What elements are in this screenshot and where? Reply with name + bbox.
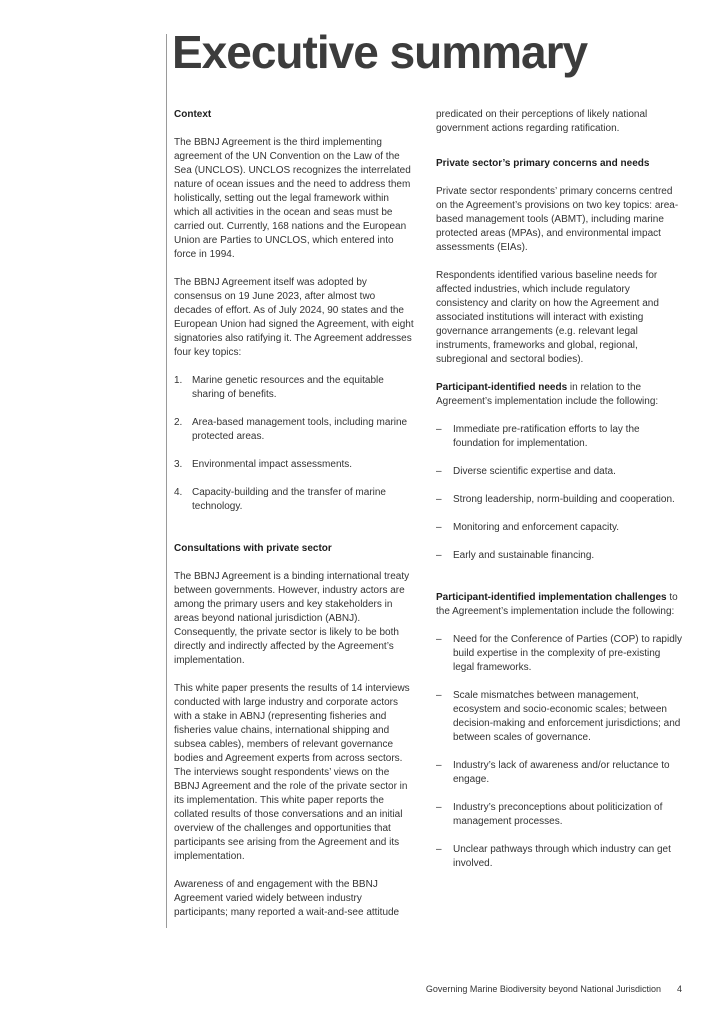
list-item: [436, 493, 684, 507]
left-column: [174, 108, 414, 920]
concerns-paragraph-1: Private sector respondents’ primary concerns centred on the Agreement’s provisions on two key topics: area-based management tools (ABMT), including marine protected areas (MPAs), and environmental impact assessments (EIAs).: [436, 186, 679, 253]
list-item: [174, 458, 414, 472]
list-text: Environmental impact assessments.: [192, 459, 353, 470]
right-column: [436, 108, 684, 871]
list-item: [436, 465, 684, 479]
list-number: 3.: [174, 459, 183, 470]
dash-bullet: –: [436, 844, 442, 855]
list-text: Capacity-building and the transfer of marine technology.: [192, 487, 386, 512]
context-paragraph-2: The BBNJ Agreement itself was adopted by consensus on 19 June 2023, after almost two decades of effort. As of July 2024, 90 states and the European Union had signed the Agreement, with eight signatories also ratifying it. The Agreement addresses four key topics:: [174, 277, 414, 358]
list-item: [436, 633, 684, 675]
context-heading: Context: [174, 109, 212, 120]
context-paragraph-1: The BBNJ Agreement is the third implementing agreement of the UN Convention on the Law of the Sea (UNCLOS). UNCLOS recognizes the interrelated nature of ocean issues and the need to address them holistically, setting out the legal framework within which all activities in the ocean and seas must be carried out. Currently, 168 nations and the European Union are Parties to UNCLOS, which entered into force in 1994.: [174, 137, 411, 260]
dash-bullet: –: [436, 802, 442, 813]
list-item: [436, 759, 684, 787]
continued-paragraph: predicated on their perceptions of likely national government actions regarding ratification.: [436, 109, 648, 134]
list-text: Diverse scientific expertise and data.: [453, 466, 616, 477]
vertical-rule: [166, 34, 167, 928]
list-text: Early and sustainable financing.: [453, 550, 595, 561]
list-text: Monitoring and enforcement capacity.: [453, 522, 620, 533]
dash-bullet: –: [436, 494, 442, 505]
consultations-paragraph-2: This white paper presents the results of 14 interviews conducted with large industry and corporate actors with a stake in ABNJ (representing fisheries and fisheries value chains, international shipping and subsea cables), members of relevant governance bodies and Agreement experts from across sectors. The interviews sought respondents’ views on the BBNJ Agreement and the role of the private sector in its implementation. This white paper reports the collated results of those conversations and an initial overview of the challenges and opportunities that participants see arising from the Agreement and its implementation.: [174, 683, 410, 862]
list-text: Industry’s preconceptions about politicization of management processes.: [453, 802, 663, 827]
footer-title: Governing Marine Biodiversity beyond National Jurisdiction: [425, 984, 661, 994]
list-text: Unclear pathways through which industry can get involved.: [453, 844, 671, 869]
list-number: 4.: [174, 487, 183, 498]
list-text: Scale mismatches between management, ecosystem and socio-economic scales; between decision-making and enforcement jurisdictions; and between scales of governance.: [453, 690, 681, 743]
concerns-heading: Private sector’s primary concerns and needs: [436, 158, 650, 169]
concerns-paragraph-2: Respondents identified various baseline needs for affected industries, which include regulatory consistency and clarity on how the Agreement and associated institutions will interact with existing governance arrangements (e.g. relevant legal instruments, frameworks and global, regional, subregional and sectoral bodies).: [436, 270, 659, 365]
list-text: Industry’s lack of awareness and/or reluctance to engage.: [453, 760, 670, 785]
dash-bullet: –: [436, 466, 442, 477]
list-item: [436, 689, 684, 745]
list-item: [436, 843, 684, 871]
needs-intro: [436, 381, 684, 409]
consultations-paragraph-1: The BBNJ Agreement is a binding international treaty between governments. However, industry actors are among the primary users and key stakeholders in areas beyond national jurisdiction (ABNJ). Consequently, the private sector is likely to be both directly and indirectly affected by the Agreement’s implementation.: [174, 571, 410, 666]
dash-bullet: –: [436, 550, 442, 561]
list-text: Strong leadership, norm-building and cooperation.: [453, 494, 675, 505]
list-text: Marine genetic resources and the equitable sharing of benefits.: [192, 375, 384, 400]
dash-bullet: –: [436, 634, 442, 645]
challenges-intro: [436, 591, 684, 619]
list-text: Immediate pre-ratification efforts to lay the foundation for implementation.: [453, 424, 640, 449]
dash-bullet: –: [436, 424, 442, 435]
list-item: [436, 521, 684, 535]
list-item: [174, 486, 414, 514]
challenges-bold-lead: Participant-identified implementation challenges: [436, 592, 667, 603]
list-item: [436, 801, 684, 829]
list-text: Need for the Conference of Parties (COP) to rapidly build expertise in the complexity of pre-existing legal frameworks.: [453, 634, 682, 673]
list-item: [436, 423, 684, 451]
list-number: 1.: [174, 375, 183, 386]
challenges-list: [436, 633, 684, 871]
list-number: 2.: [174, 417, 183, 428]
list-item: [436, 549, 684, 563]
list-text: Area-based management tools, including marine protected areas.: [192, 417, 408, 442]
dash-bullet: –: [436, 760, 442, 771]
consultations-paragraph-3: Awareness of and engagement with the BBNJ Agreement varied widely between industry participants; many reported a wait-and-see attitude: [174, 879, 400, 918]
list-item: [174, 416, 414, 444]
needs-bold-lead: Participant-identified needs: [436, 382, 568, 393]
page-number: 4: [676, 984, 682, 994]
topics-list: [174, 374, 414, 514]
dash-bullet: –: [436, 522, 442, 533]
dash-bullet: –: [436, 690, 442, 701]
consultations-heading: Consultations with private sector: [174, 543, 332, 554]
challenges-intro-rest: to the Agreement’s implementation include the following:: [436, 592, 678, 617]
page-footer: [360, 983, 682, 995]
page-title: Executive summary: [172, 26, 588, 78]
needs-intro-rest: in relation to the Agreement’s implementation include the following:: [436, 382, 659, 407]
needs-list: [436, 423, 684, 563]
list-item: [174, 374, 414, 402]
